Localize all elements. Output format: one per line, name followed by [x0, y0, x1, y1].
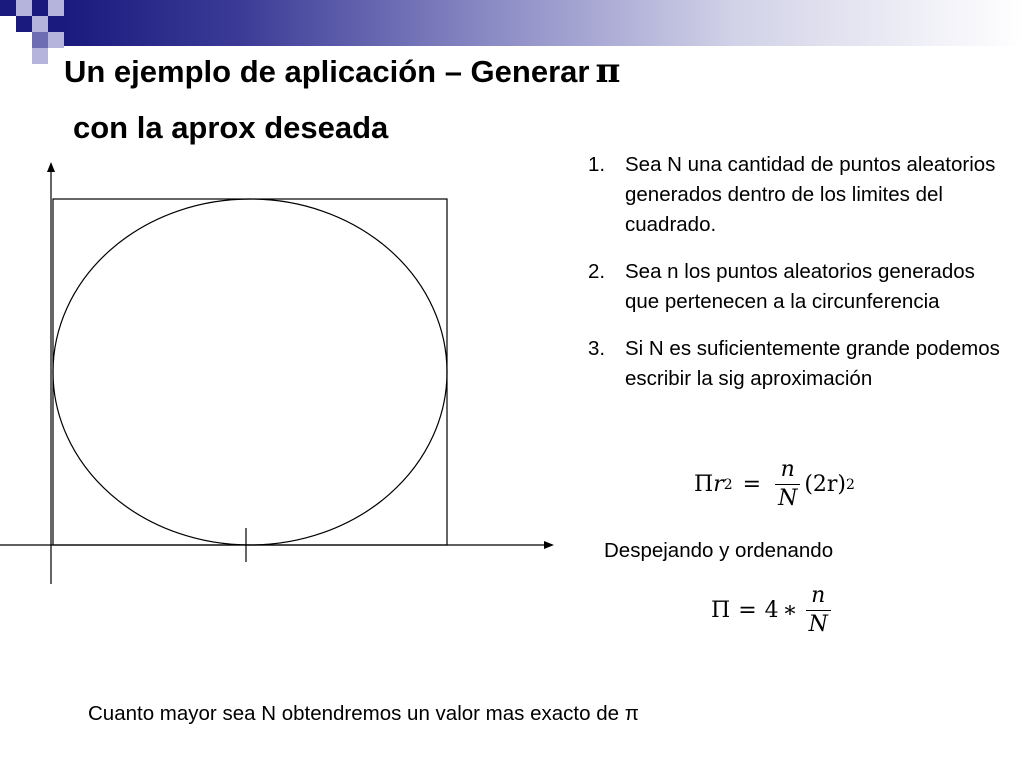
eq2-times: ∗: [782, 598, 798, 623]
x-axis-arrow: [544, 541, 554, 549]
steps-list: [588, 150, 1008, 411]
eq2-fraction: [806, 584, 831, 637]
eq1-denominator: N: [775, 484, 800, 511]
eq1-paren-term: (2r): [804, 472, 847, 497]
despejando-text: Despejando y ordenando: [604, 539, 834, 562]
eq2-four: 4: [764, 598, 779, 623]
circle-in-square-diagram: [0, 0, 600, 600]
eq1-lhs-exponent: 2: [723, 476, 733, 493]
list-item: [588, 150, 1008, 240]
circle: [53, 199, 447, 545]
eq2-numerator: n: [811, 583, 826, 608]
eq1-equals: =: [742, 472, 762, 497]
step-number: 2.: [588, 260, 606, 283]
list-item: [588, 257, 1008, 317]
step-number: 3.: [588, 337, 606, 360]
eq1-numerator: n: [780, 457, 795, 482]
square: [53, 199, 447, 545]
step-text: Sea N una cantidad de puntos aleatorios generados dentro de los limites del cuadrado.: [625, 153, 996, 236]
conclusion-text: Cuanto mayor sea N obtendremos un valor mas exacto de π: [88, 702, 639, 725]
equation-area-ratio: [694, 458, 855, 511]
step-text: Si N es suficientemente grande podemos escribir la sig aproximación: [625, 337, 1000, 390]
list-item: [588, 334, 1008, 394]
title-line-1-text: Un ejemplo de aplicación – Generar: [64, 54, 590, 89]
eq1-rhs-exponent: 2: [846, 476, 855, 493]
eq1-pi: Π: [694, 472, 714, 497]
eq1-fraction: [775, 458, 800, 511]
y-axis-arrow: [47, 162, 55, 172]
eq2-pi: Π: [711, 598, 731, 623]
eq2-equals: =: [738, 598, 757, 623]
eq1-r: r: [713, 472, 724, 497]
step-number: 1.: [588, 153, 606, 176]
eq2-denominator: N: [806, 610, 831, 637]
title-line-2: con la aprox deseada: [73, 110, 389, 145]
step-text: Sea n los puntos aleatorios generados que pertenecen a la circunferencia: [625, 260, 975, 313]
title-pi-symbol: π: [595, 51, 621, 91]
equation-pi-estimate: [711, 584, 835, 637]
